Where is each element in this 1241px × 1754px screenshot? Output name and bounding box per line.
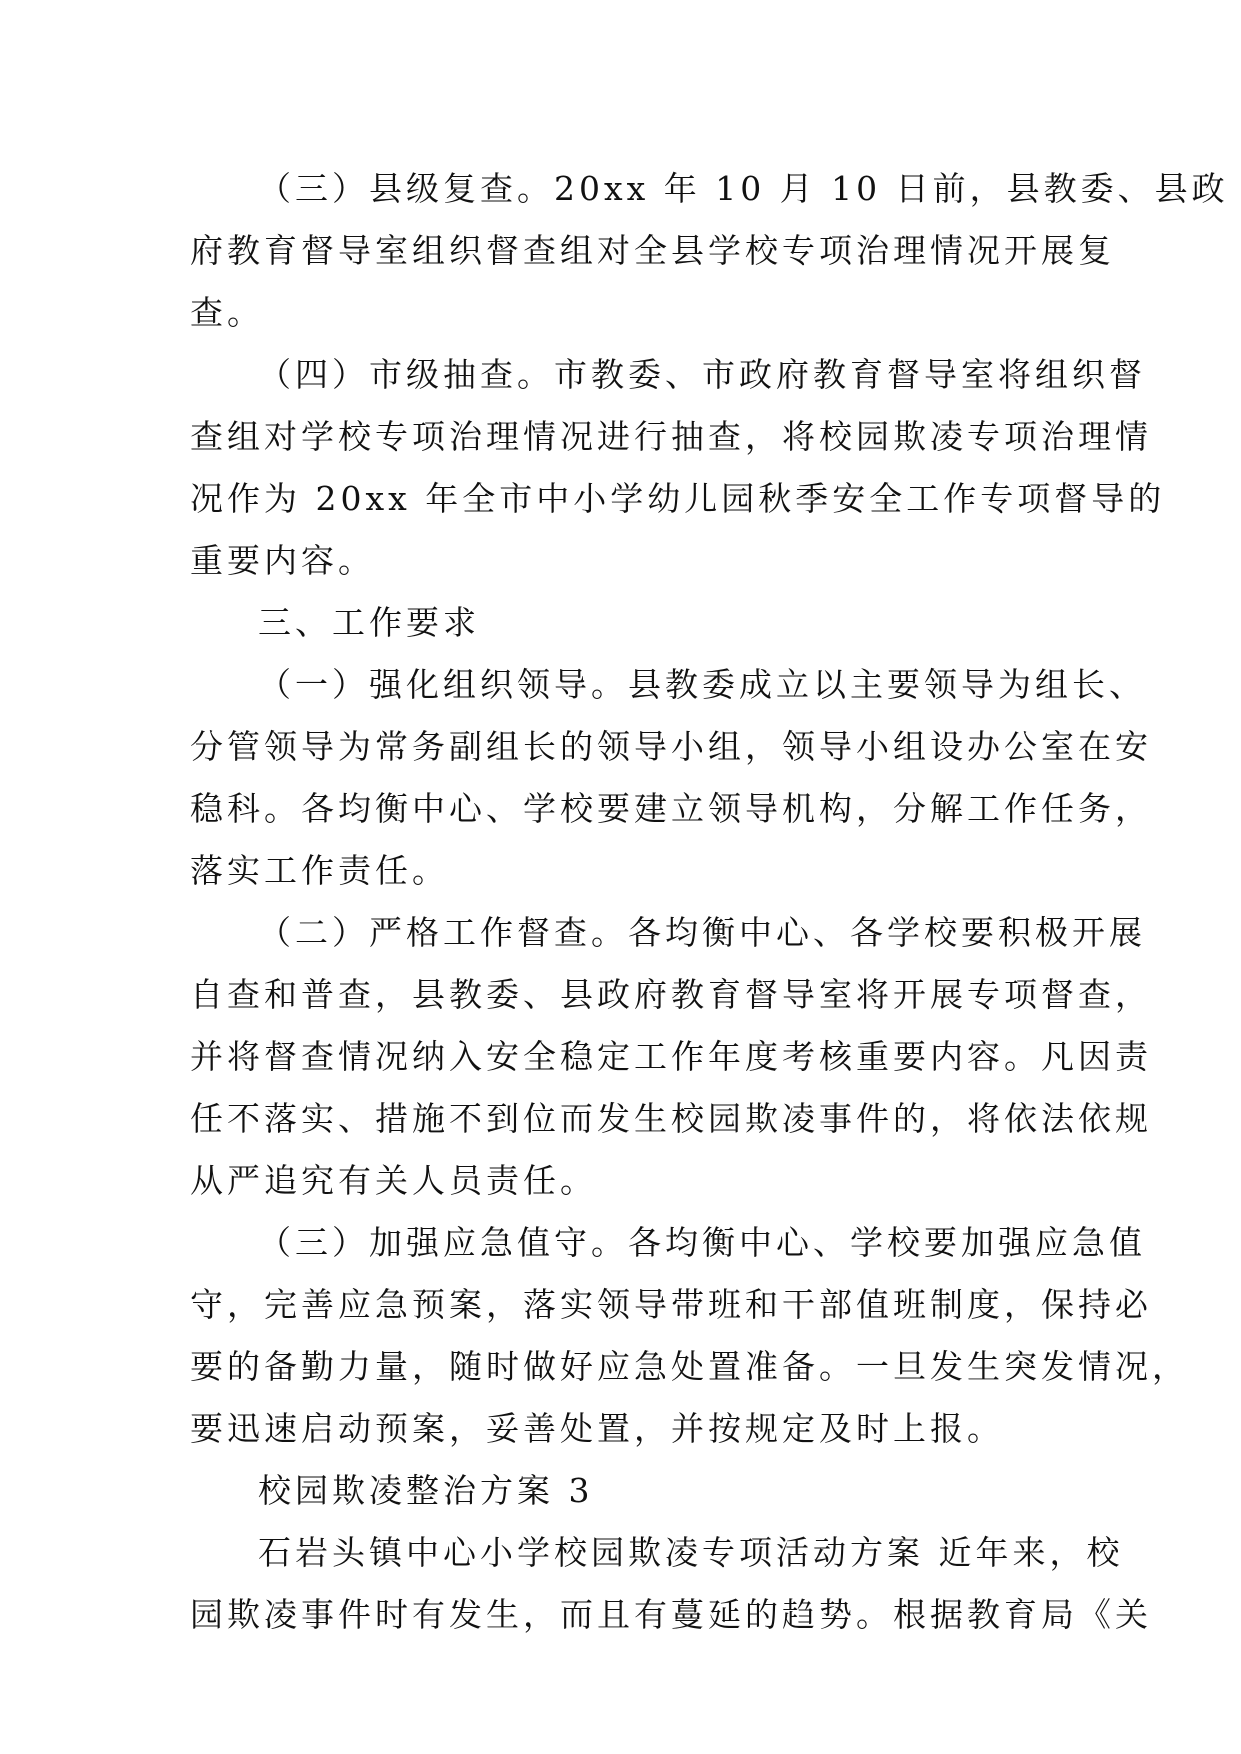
text-line: 要的备勤力量，随时做好应急处置准备。一旦发生突发情况， [190, 1347, 1189, 1386]
text-line: 任不落实、措施不到位而发生校园欺凌事件的，将依法依规 [190, 1099, 1152, 1138]
text-line: （四）市级抽查。市教委、市政府教育督导室将组织督 [258, 355, 1146, 394]
text-line: （三）加强应急值守。各均衡中心、学校要加强应急值 [258, 1223, 1146, 1262]
text-line: 校园欺凌整治方案 3 [258, 1471, 594, 1510]
text-line: 落实工作责任。 [190, 851, 449, 890]
text-line: 自查和普查，县教委、县政府教育督导室将开展专项督查， [190, 975, 1152, 1014]
text-line: 查。 [190, 293, 264, 332]
text-line: （二）严格工作督查。各均衡中心、各学校要积极开展 [258, 913, 1146, 952]
text-line: 查组对学校专项治理情况进行抽查，将校园欺凌专项治理情 [190, 417, 1152, 456]
text-line: 从严追究有关人员责任。 [190, 1161, 597, 1200]
document-body [190, 158, 1229, 1646]
text-line: 分管领导为常务副组长的领导小组，领导小组设办公室在安 [190, 727, 1152, 766]
text-line: 府教育督导室组织督查组对全县学校专项治理情况开展复 [190, 231, 1115, 270]
text-line: 要迅速启动预案，妥善处置，并按规定及时上报。 [190, 1409, 1004, 1448]
text-line: 守，完善应急预案，落实领导带班和干部值班制度，保持必 [190, 1285, 1152, 1324]
text-line: 三、工作要求 [258, 603, 480, 642]
text-line: 并将督查情况纳入安全稳定工作年度考核重要内容。凡因责 [190, 1037, 1152, 1076]
text-line: 况作为 20xx 年全市中小学幼儿园秋季安全工作专项督导的 [190, 479, 1166, 518]
text-line: （一）强化组织领导。县教委成立以主要领导为组长、 [258, 665, 1146, 704]
text-line: 重要内容。 [190, 541, 375, 580]
text-line: （三）县级复查。20xx 年 10 月 10 日前，县教委、县政 [258, 169, 1229, 208]
text-line: 石岩头镇中心小学校园欺凌专项活动方案 近年来，校 [258, 1533, 1124, 1572]
text-line: 稳科。各均衡中心、学校要建立领导机构，分解工作任务， [190, 789, 1152, 828]
text-line: 园欺凌事件时有发生，而且有蔓延的趋势。根据教育局《关 [190, 1595, 1152, 1634]
